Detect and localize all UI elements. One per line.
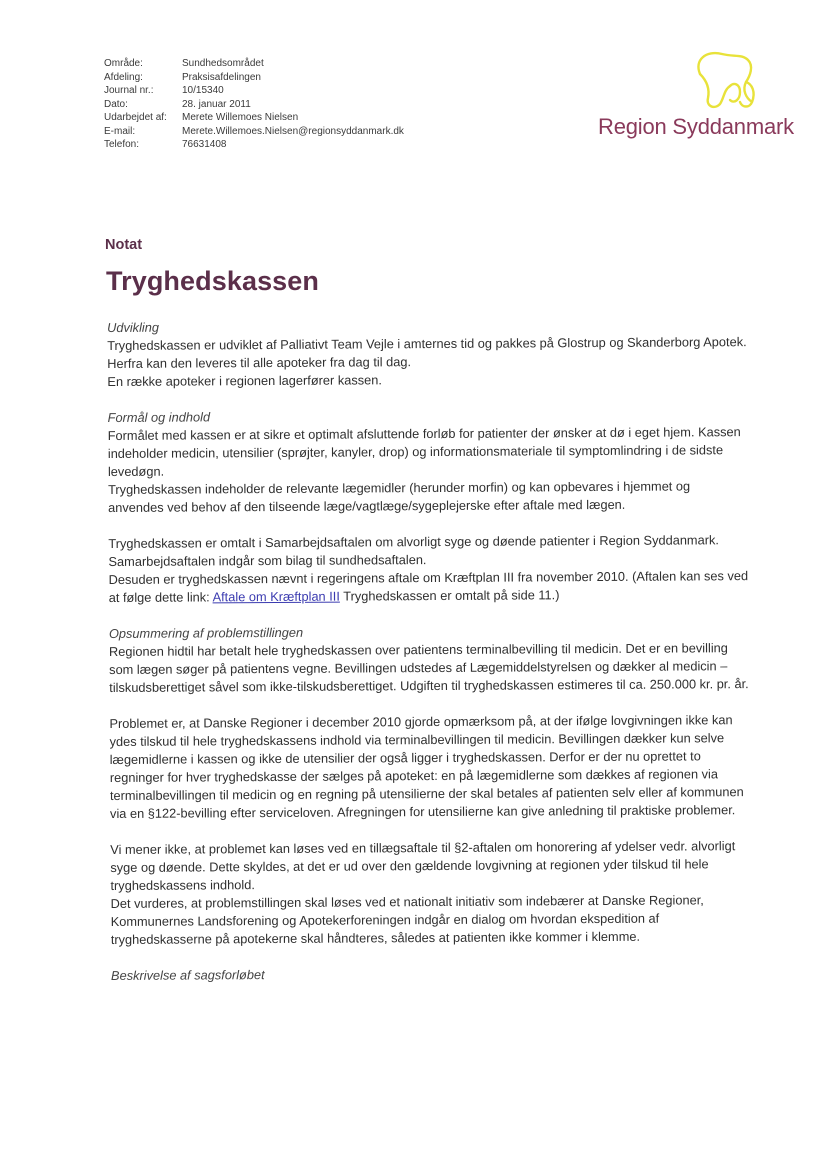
paragraph-text: Desuden er tryghedskassen nævnt i regeringens aftale om Kræftplan III fra november 2010. (Aftalen kan ses ved at følge dette link:	[108, 568, 749, 605]
meta-row-udarbejdet	[104, 111, 404, 125]
section-heading: Opsummering af problemstillingen	[108, 624, 304, 641]
meta-label: Telefon:	[104, 139, 140, 150]
section-udvikling	[107, 315, 747, 391]
meta-label: Journal nr.:	[104, 85, 154, 96]
section-opsummering	[109, 621, 751, 949]
kraeftplan-link[interactable]: Aftale om Kræftplan III	[212, 588, 340, 605]
meta-label: Dato:	[104, 98, 128, 110]
section-heading: Formål og indhold	[107, 409, 211, 425]
paragraph: En række apoteker i regionen lagerfører kassen.	[107, 372, 382, 389]
meta-value: 10/15340	[182, 85, 224, 96]
meta-value: Sundhedsområdet	[182, 58, 264, 69]
logo-text: Region Syddanmark	[598, 114, 794, 139]
page-title: Tryghedskassen	[106, 266, 320, 296]
paragraph: Problemet er, at Danske Regioner i december 2010 gjorde opmærksom på, at der ifølge lovgivningen ikke kan ydes tilskud til hele tryghedskassens indhold via terminalbevillingen til medicin. Bevillingen dækker kun selve lægemidlerne i kassen og ikke de utensilier der også ligger i tryghedskassen. Derfor er der nu oprettet to regninger for hver tryghedskasse der sælges på apoteket: en på lægemidlerne som dækkes af regionen via terminalbevillingen til medicin og en regning på utensilierne der skal betales af patienten selv eller af kommunen via en §122-bevilling efter serviceloven. Afregningen for utensilierne kan give anledning til praktiske problemer.	[109, 712, 744, 821]
document-metadata	[104, 57, 404, 152]
paragraph: Formålet med kassen er at sikre et optimalt afsluttende forløb for patienter der ønsker at dø i eget hjem. Kassen indeholder medicin, utensilier (sprøjter, kanyler, drop) og informationsmateriale til symptomlindring i de sidste levedøgn.	[107, 424, 741, 479]
paragraph: Det vurderes, at problemstillingen skal løses ved et nationalt initiativ som indebærer at Danske Regioner, Kommunernes Landsforening og Apotekerforeningen indgår en dialog om hvordan ekspedition af tryghedskasserne på apotekerne skal håndteres, således at patienten ikke kommer i klemme.	[110, 892, 704, 947]
meta-value: 76631408	[182, 139, 227, 150]
region-logo	[598, 48, 794, 148]
paragraph: Tryghedskassen indeholder de relevante lægemidler (herunder morfin) og kan opbevares i hjemmet og anvendes ved behov af den tilseende læge/vagtlæge/sygeplejerske efter aftale med lægen.	[107, 478, 691, 515]
meta-row-journal	[104, 84, 404, 98]
meta-row-email	[104, 125, 404, 139]
paragraph: Regionen hidtil har betalt hele tryghedskassen over patientens terminalbevilling til medicin. Det er en bevilling som lægen søger på patientens vegne. Bevillingen udstedes af Lægemiddelstyrelsen og dækker al medicin – tilskudsberettiget såvel som ikke-tilskudsberettiget. Udgiften til tryghedskassen estimeres til ca. 250.000 kr. pr. år.	[108, 640, 749, 695]
section-formaal	[108, 405, 749, 607]
document-body	[107, 315, 751, 985]
meta-value: Merete Willemoes Nielsen	[182, 112, 299, 123]
meta-value: Merete.Willemoes.Nielsen@regionsyddanmark.dk	[182, 125, 404, 137]
meta-row-dato	[104, 98, 404, 112]
meta-value: Praksisafdelingen	[182, 71, 261, 83]
paragraph: Vi mener ikke, at problemet kan løses ved en tillægsaftale til §2-aftalen om honorering af ydelser vedr. alvorligt syge og døende. Dette skyldes, at det er ud over den gældende lovgivning at regionen yder tilskud til hele tryghedskassens indhold.	[110, 838, 736, 893]
meta-label: Afdeling:	[104, 71, 143, 83]
meta-label: E-mail:	[104, 125, 136, 137]
region-logo-icon	[690, 48, 770, 114]
meta-value: 28. januar 2011	[182, 98, 251, 110]
section-beskrivelse	[111, 963, 751, 985]
meta-label: Område:	[104, 58, 143, 69]
paragraph-with-link	[109, 567, 749, 607]
paragraph: Tryghedskassen er omtalt i Samarbejdsaftalen om alvorligt syge og døende patienter i Region Syddanmark. Samarbejdsaftalen indgår som bilag til sundhedsaftalen.	[108, 532, 719, 569]
paragraph-text: Tryghedskassen er omtalt på side 11.)	[339, 587, 560, 604]
meta-row-afdeling	[104, 71, 404, 85]
section-heading: Udvikling	[107, 319, 160, 335]
meta-row-telefon	[104, 138, 404, 152]
paragraph: Tryghedskassen er udviklet af Palliativt Team Vejle i amternes tid og pakkes på Glostrup og Skanderborg Apotek. Herfra kan den leveres til alle apoteker fra dag til dag.	[107, 334, 747, 371]
document-type: Notat	[105, 237, 143, 253]
meta-row-omraade	[104, 57, 404, 71]
meta-label: Udarbejdet af:	[104, 112, 167, 123]
section-heading: Beskrivelse af sagsforløbet	[110, 967, 265, 983]
